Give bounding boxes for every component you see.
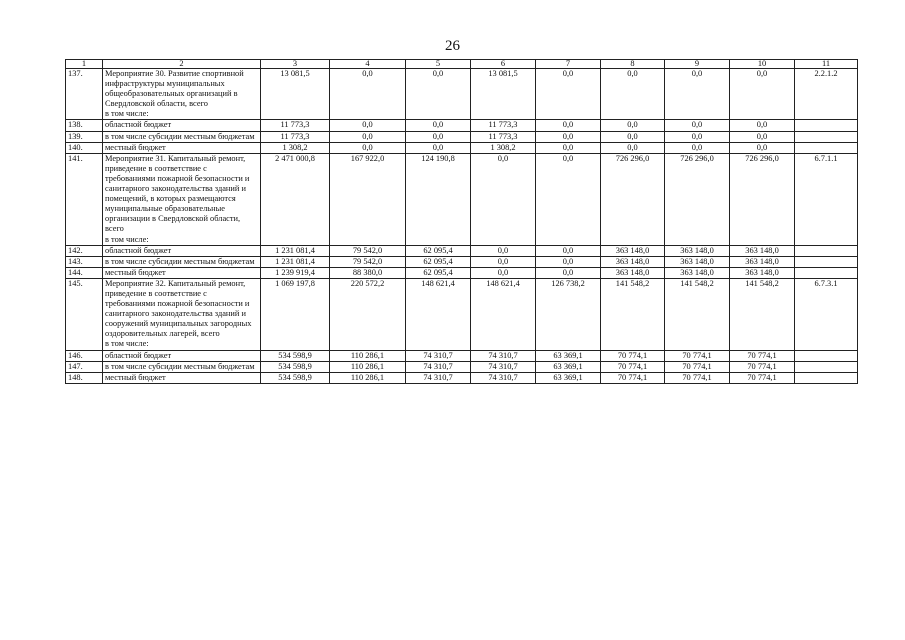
amount-cell: 70 774,1 bbox=[601, 372, 665, 383]
amount-cell: 110 286,1 bbox=[330, 372, 406, 383]
amount-cell: 11 773,3 bbox=[261, 131, 330, 142]
amount-cell: 0,0 bbox=[536, 131, 601, 142]
measure-name: местный бюджет bbox=[103, 267, 261, 278]
amount-cell: 363 148,0 bbox=[665, 245, 730, 256]
measure-name: местный бюджет bbox=[103, 142, 261, 153]
amount-cell: 88 380,0 bbox=[330, 267, 406, 278]
amount-cell: 0,0 bbox=[536, 142, 601, 153]
measure-name: местный бюджет bbox=[103, 372, 261, 383]
amount-cell: 1 308,2 bbox=[471, 142, 536, 153]
row-number: 140. bbox=[66, 142, 103, 153]
amount-cell: 70 774,1 bbox=[601, 361, 665, 372]
row-number: 145. bbox=[66, 278, 103, 350]
table-row bbox=[66, 350, 858, 361]
amount-cell: 0,0 bbox=[536, 267, 601, 278]
amount-cell: 63 369,1 bbox=[536, 350, 601, 361]
row-number: 139. bbox=[66, 131, 103, 142]
column-number: 8 bbox=[601, 60, 665, 69]
amount-cell: 124 190,8 bbox=[406, 153, 471, 245]
amount-cell: 0,0 bbox=[406, 120, 471, 131]
amount-cell: 0,0 bbox=[330, 131, 406, 142]
amount-cell: 363 148,0 bbox=[730, 256, 795, 267]
amount-cell: 0,0 bbox=[665, 131, 730, 142]
amount-cell: 220 572,2 bbox=[330, 278, 406, 350]
amount-cell: 0,0 bbox=[601, 131, 665, 142]
page-number: 26 bbox=[445, 38, 460, 54]
table-row bbox=[66, 142, 858, 153]
amount-cell: 0,0 bbox=[601, 142, 665, 153]
column-number: 6 bbox=[471, 60, 536, 69]
amount-cell: 1 239 919,4 bbox=[261, 267, 330, 278]
amount-cell: 1 069 197,8 bbox=[261, 278, 330, 350]
amount-cell: 74 310,7 bbox=[471, 372, 536, 383]
amount-cell: 0,0 bbox=[330, 69, 406, 120]
amount-cell: 74 310,7 bbox=[471, 361, 536, 372]
amount-cell: 62 095,4 bbox=[406, 245, 471, 256]
amount-cell: 0,0 bbox=[536, 69, 601, 120]
measure-name: Мероприятие 32. Капитальный ремонт, приведение в соответствие с требованиями пожарной безопасности и санитарного законодательства зданий и сооружений муниципальных загородных оздоровительных лагерей, всего в том числе: bbox=[103, 278, 261, 350]
row-number: 144. bbox=[66, 267, 103, 278]
column-number: 4 bbox=[330, 60, 406, 69]
table-row bbox=[66, 372, 858, 383]
amount-cell: 70 774,1 bbox=[730, 372, 795, 383]
amount-cell: 0,0 bbox=[730, 142, 795, 153]
amount-cell: 79 542,0 bbox=[330, 245, 406, 256]
amount-cell: 13 081,5 bbox=[261, 69, 330, 120]
budget-table bbox=[65, 59, 858, 384]
amount-cell: 363 148,0 bbox=[601, 256, 665, 267]
column-number: 2 bbox=[103, 60, 261, 69]
amount-cell: 726 296,0 bbox=[665, 153, 730, 245]
amount-cell: 534 598,9 bbox=[261, 361, 330, 372]
amount-cell: 0,0 bbox=[665, 69, 730, 120]
amount-cell: 74 310,7 bbox=[406, 372, 471, 383]
target-code bbox=[795, 120, 858, 131]
amount-cell: 1 308,2 bbox=[261, 142, 330, 153]
amount-cell: 726 296,0 bbox=[730, 153, 795, 245]
amount-cell: 2 471 000,8 bbox=[261, 153, 330, 245]
table-row bbox=[66, 256, 858, 267]
amount-cell: 74 310,7 bbox=[406, 361, 471, 372]
target-code: 6.7.3.1 bbox=[795, 278, 858, 350]
table-row bbox=[66, 131, 858, 142]
amount-cell: 11 773,3 bbox=[261, 120, 330, 131]
amount-cell: 0,0 bbox=[471, 256, 536, 267]
column-number: 1 bbox=[66, 60, 103, 69]
column-number: 3 bbox=[261, 60, 330, 69]
amount-cell: 0,0 bbox=[665, 142, 730, 153]
amount-cell: 0,0 bbox=[471, 245, 536, 256]
column-number: 10 bbox=[730, 60, 795, 69]
amount-cell: 0,0 bbox=[536, 120, 601, 131]
target-code bbox=[795, 256, 858, 267]
amount-cell: 167 922,0 bbox=[330, 153, 406, 245]
amount-cell: 1 231 081,4 bbox=[261, 256, 330, 267]
amount-cell: 0,0 bbox=[601, 120, 665, 131]
target-code bbox=[795, 142, 858, 153]
amount-cell: 363 148,0 bbox=[601, 245, 665, 256]
amount-cell: 70 774,1 bbox=[730, 361, 795, 372]
amount-cell: 141 548,2 bbox=[730, 278, 795, 350]
amount-cell: 63 369,1 bbox=[536, 372, 601, 383]
amount-cell: 0,0 bbox=[601, 69, 665, 120]
amount-cell: 534 598,9 bbox=[261, 372, 330, 383]
row-number: 143. bbox=[66, 256, 103, 267]
target-code bbox=[795, 245, 858, 256]
row-number: 147. bbox=[66, 361, 103, 372]
amount-cell: 110 286,1 bbox=[330, 361, 406, 372]
measure-name: областной бюджет bbox=[103, 350, 261, 361]
target-code: 6.7.1.1 bbox=[795, 153, 858, 245]
amount-cell: 13 081,5 bbox=[471, 69, 536, 120]
amount-cell: 0,0 bbox=[536, 153, 601, 245]
target-code: 2.2.1.2 bbox=[795, 69, 858, 120]
measure-name: областной бюджет bbox=[103, 245, 261, 256]
amount-cell: 141 548,2 bbox=[665, 278, 730, 350]
table-body bbox=[66, 69, 858, 384]
target-code bbox=[795, 361, 858, 372]
amount-cell: 74 310,7 bbox=[471, 350, 536, 361]
column-number: 7 bbox=[536, 60, 601, 69]
amount-cell: 148 621,4 bbox=[406, 278, 471, 350]
column-number-row bbox=[66, 60, 858, 69]
amount-cell: 0,0 bbox=[406, 131, 471, 142]
table-row bbox=[66, 278, 858, 350]
measure-name: областной бюджет bbox=[103, 120, 261, 131]
measure-name: в том числе субсидии местным бюджетам bbox=[103, 131, 261, 142]
column-number: 9 bbox=[665, 60, 730, 69]
column-number: 5 bbox=[406, 60, 471, 69]
amount-cell: 148 621,4 bbox=[471, 278, 536, 350]
amount-cell: 363 148,0 bbox=[601, 267, 665, 278]
amount-cell: 726 296,0 bbox=[601, 153, 665, 245]
amount-cell: 79 542,0 bbox=[330, 256, 406, 267]
amount-cell: 0,0 bbox=[471, 153, 536, 245]
amount-cell: 0,0 bbox=[536, 245, 601, 256]
amount-cell: 70 774,1 bbox=[601, 350, 665, 361]
amount-cell: 0,0 bbox=[730, 131, 795, 142]
amount-cell: 0,0 bbox=[330, 142, 406, 153]
target-code bbox=[795, 372, 858, 383]
amount-cell: 62 095,4 bbox=[406, 267, 471, 278]
measure-name: Мероприятие 31. Капитальный ремонт, приведение в соответствие с требованиями пожарной безопасности и санитарного законодательства зданий и помещений, в которых размещаются муниципальные образовательные организации в Свердловской области, всего в том числе: bbox=[103, 153, 261, 245]
amount-cell: 62 095,4 bbox=[406, 256, 471, 267]
measure-name: Мероприятие 30. Развитие спортивной инфраструктуры муниципальных общеобразовательных организаций в Свердловской области, всего в том числе: bbox=[103, 69, 261, 120]
amount-cell: 63 369,1 bbox=[536, 361, 601, 372]
amount-cell: 0,0 bbox=[665, 120, 730, 131]
amount-cell: 534 598,9 bbox=[261, 350, 330, 361]
amount-cell: 0,0 bbox=[406, 142, 471, 153]
amount-cell: 110 286,1 bbox=[330, 350, 406, 361]
measure-name: в том числе субсидии местным бюджетам bbox=[103, 256, 261, 267]
amount-cell: 70 774,1 bbox=[730, 350, 795, 361]
table-row bbox=[66, 153, 858, 245]
amount-cell: 0,0 bbox=[536, 256, 601, 267]
amount-cell: 11 773,3 bbox=[471, 120, 536, 131]
amount-cell: 0,0 bbox=[406, 69, 471, 120]
amount-cell: 70 774,1 bbox=[665, 372, 730, 383]
amount-cell: 363 148,0 bbox=[730, 245, 795, 256]
column-number: 11 bbox=[795, 60, 858, 69]
measure-name: в том числе субсидии местным бюджетам bbox=[103, 361, 261, 372]
row-number: 148. bbox=[66, 372, 103, 383]
amount-cell: 11 773,3 bbox=[471, 131, 536, 142]
amount-cell: 70 774,1 bbox=[665, 361, 730, 372]
table-row bbox=[66, 267, 858, 278]
row-number: 141. bbox=[66, 153, 103, 245]
row-number: 146. bbox=[66, 350, 103, 361]
amount-cell: 126 738,2 bbox=[536, 278, 601, 350]
target-code bbox=[795, 350, 858, 361]
amount-cell: 0,0 bbox=[730, 120, 795, 131]
table-row bbox=[66, 69, 858, 120]
target-code bbox=[795, 131, 858, 142]
table-row bbox=[66, 120, 858, 131]
amount-cell: 0,0 bbox=[471, 267, 536, 278]
row-number: 142. bbox=[66, 245, 103, 256]
amount-cell: 0,0 bbox=[330, 120, 406, 131]
target-code bbox=[795, 267, 858, 278]
row-number: 138. bbox=[66, 120, 103, 131]
amount-cell: 74 310,7 bbox=[406, 350, 471, 361]
amount-cell: 363 148,0 bbox=[730, 267, 795, 278]
row-number: 137. bbox=[66, 69, 103, 120]
amount-cell: 70 774,1 bbox=[665, 350, 730, 361]
table-row bbox=[66, 245, 858, 256]
amount-cell: 1 231 081,4 bbox=[261, 245, 330, 256]
amount-cell: 0,0 bbox=[730, 69, 795, 120]
amount-cell: 141 548,2 bbox=[601, 278, 665, 350]
table-row bbox=[66, 361, 858, 372]
amount-cell: 363 148,0 bbox=[665, 256, 730, 267]
amount-cell: 363 148,0 bbox=[665, 267, 730, 278]
